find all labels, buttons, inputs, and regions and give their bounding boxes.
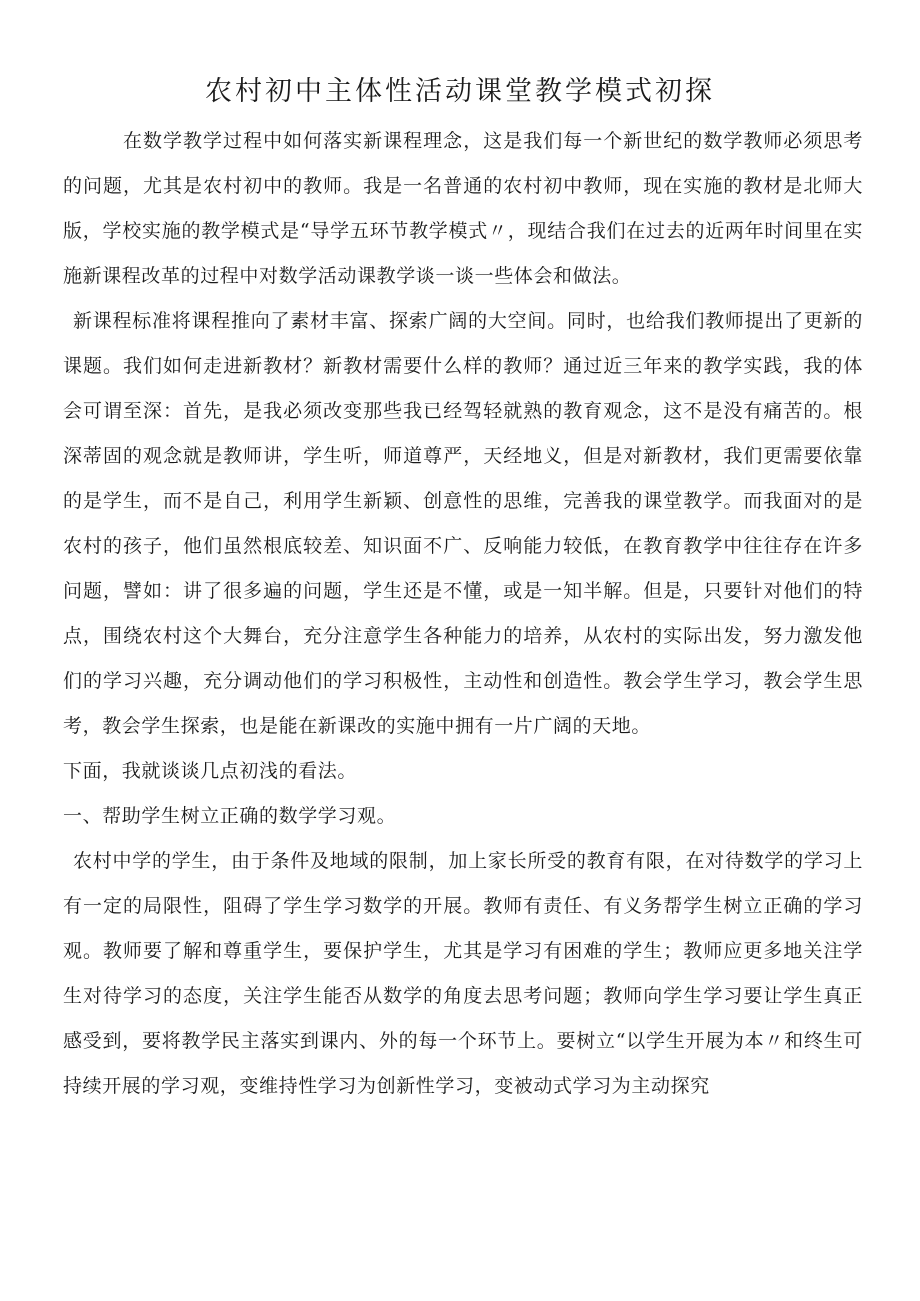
paragraph-transition: 下面，我就谈谈几点初浅的看法。 [63, 760, 358, 782]
document-body [63, 119, 863, 1109]
paragraph-new-curriculum: 新课程标准将课程推向了素材丰富、探索广阔的大空间。同时，也给我们教师提出了更新的课题。我们如何走进新教材？新教材需要什么样的教师？通过近三年来的教学实践，我的体会可谓至深：首先，是我必须改变那些我已经驾轻就熟的教育观念，这不是没有痛苦的。根深蒂固的观念就是教师讲，学生听，师道尊严，天经地义，但是对新教材，我们更需要依靠的是学生，而不是自己，利用学生新颖、创意性的思维，完善我的课堂教学。而我面对的是农村的孩子，他们虽然根底较差、知识面不广、反响能力较低，在教育教学中往往存在许多问题，譬如：讲了很多遍的问题，学生还是不懂，或是一知半解。但是，只要针对他们的特点，围绕农村这个大舞台，充分注意学生各种能力的培养，从农村的实际出发，努力激发他们的学习兴趣，充分调动他们的学习积极性，主动性和创造性。教会学生学习，教会学生思考，教会学生探索，也是能在新课改的实施中拥有一片广阔的天地。 [63, 310, 863, 737]
paragraph-section-1: 农村中学的学生，由于条件及地域的限制，加上家长所受的教育有限，在对待数学的学习上有一定的局限性，阻碍了学生学习数学的开展。教师有责任、有义务帮学生树立正确的学习观。教师要了解和尊重学生，要保护学生，尤其是学习有困难的学生；教师应更多地关注学生对待学习的态度，关注学生能否从数学的角度去思考问题；教师向学生学习要让学生真正感受到，要将教学民主落实到课内、外的每一个环节上。要树立“以学生开展为本〃和终生可持续开展的学习观，变维持性学习为创新性学习，变被动式学习为主动探究 [63, 850, 863, 1097]
paragraph-intro: 在数学教学过程中如何落实新课程理念，这是我们每一个新世纪的数学教师必须思考的问题，尤其是农村初中的教师。我是一名普通的农村初中教师，现在实施的教材是北师大版，学校实施的教学模式是“导学五环节教学模式〃，现结合我们在过去的近两年时间里在实施新课程改革的过程中对数学活动课教学谈一谈一些体会和做法。 [63, 130, 863, 287]
document-title: 农村初中主体性活动课堂教学模式初探 [205, 76, 715, 107]
section-heading-1: 一、帮助学生树立正确的数学学习观。 [63, 805, 397, 827]
